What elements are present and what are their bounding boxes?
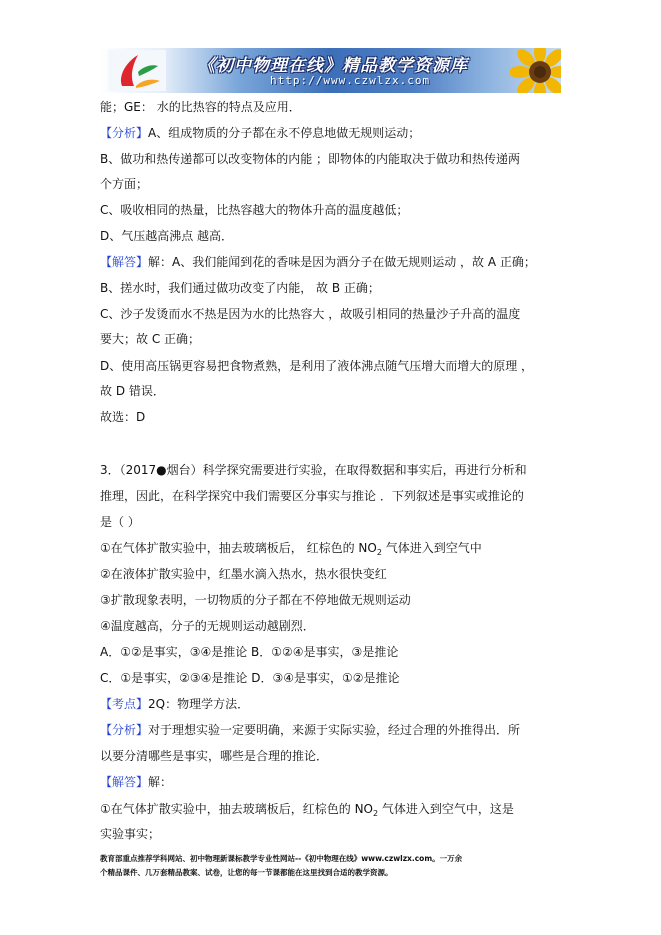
text-line [100, 228, 233, 244]
text-run: C、沙子发烫而水不热是因为水的比热容大 ，故吸引相同的热量沙子升高的温度 [100, 307, 521, 321]
text-run: ③扩散现象表明，一切物质的分子都在不停地做无规则运动 [100, 593, 411, 607]
text-line [100, 383, 165, 399]
text-run: B、做功和热传递都可以改变物体的内能 ；即物体的内能取决于做功和热传递两 [100, 152, 521, 166]
text-run: 2Q：物理学方法． [148, 697, 250, 711]
text-line [100, 644, 398, 660]
text-line [100, 801, 514, 819]
text-run: ②在液体扩散实验中，红墨水滴入热水，热水很快变红 [100, 567, 387, 581]
section-tag: 【解答】 [100, 255, 149, 269]
site-banner [100, 48, 561, 93]
text-run: ①在气体扩散实验中，抽去玻璃板后，红棕色的 NO [100, 802, 373, 816]
text-run: 能；GE： 水的比热容的特点及应用． [100, 100, 301, 114]
text-run: 故 D 错误． [100, 384, 165, 398]
text-run: 对于理想实验一定要明确，来源于实际实验，经过合理的外推得出．所 [148, 723, 521, 737]
text-line [100, 254, 536, 270]
section-tag: 【分析】 [100, 126, 149, 140]
text-run: C．①是事实，②③④是推论 D．③④是事实，①②是推论 [100, 671, 400, 685]
text-line [100, 696, 249, 712]
text-run: 实验事实； [100, 827, 161, 841]
text-run: 解：A、我们能闻到花的香味是因为酒分子在做无规则运动 ，故 A 正确； [148, 255, 536, 269]
text-line [100, 151, 520, 167]
page-footer [100, 852, 565, 880]
text-run: D、使用高压锅更容易把食物煮熟，是利用了液体沸点随气压增大而增大的原理 ， [100, 359, 534, 373]
text-run: 个方面； [100, 177, 149, 191]
text-run: 3．（2017●烟台）科学探究需要进行实验，在取得数据和事实后，再进行分析和 [100, 463, 527, 477]
text-line [100, 202, 408, 218]
text-run: 气体进入到空气中 [381, 541, 482, 555]
text-line [100, 618, 315, 634]
text-run: B、搓水时，我们通过做功改变了内能， 故 B 正确； [100, 281, 380, 295]
subscript: 2 [373, 809, 379, 818]
text-line [100, 358, 533, 374]
banner-url: http://www.czwlzx.com [270, 74, 431, 87]
text-line [100, 331, 200, 347]
text-line [100, 774, 172, 790]
text-run: D、气压越高沸点 越高． [100, 229, 234, 243]
text-line [100, 722, 520, 738]
text-line [100, 99, 301, 115]
text-run: C、吸收相同的热量，比热容越大的物体升高的温度越低； [100, 203, 409, 217]
section-tag: 【考点】 [100, 697, 149, 711]
text-line [100, 540, 482, 558]
text-run: A、组成物质的分子都在永不停息地做无规则运动； [148, 126, 421, 140]
text-line [100, 826, 160, 842]
text-run: 推理，因此，在科学探究中我们需要区分事实与推论 ．下列叙述是事实或推论的 [100, 489, 524, 503]
text-line [100, 125, 420, 141]
text-run: 以要分清哪些是事实，哪些是合理的推论． [100, 749, 329, 763]
text-run: A．①②是事实，③④是推论 B．①②④是事实，③是推论 [100, 645, 399, 659]
text-line [100, 409, 145, 425]
text-line [100, 748, 328, 764]
text-run: 是（ ） [100, 515, 140, 529]
text-line [100, 514, 140, 530]
banner-title: 《初中物理在线》精品教学资源库 [198, 56, 468, 76]
text-line [100, 566, 387, 582]
text-run: 故选：D [100, 410, 146, 424]
text-run: ④温度越高，分子的无规则运动越剧烈． [100, 619, 315, 633]
text-line [100, 306, 520, 322]
text-line [100, 176, 148, 192]
text-line [100, 670, 400, 686]
section-tag: 【分析】 [100, 723, 149, 737]
text-line [100, 462, 527, 478]
text-line [100, 592, 411, 608]
footer-line: 教育部重点推荐学科网站、初中物理新课标教学专业性网站--《初中物理在线》www.czwlzx.com。一万余 [100, 854, 463, 863]
text-run: ①在气体扩散实验中，抽去玻璃板后， 红棕色的 NO [100, 541, 377, 555]
text-run: 要大；故 C 正确； [100, 332, 201, 346]
site-logo-icon [108, 50, 166, 91]
section-tag: 【解答】 [100, 775, 149, 789]
text-run: 解： [148, 775, 173, 789]
text-run: 气体进入到空气中，这是 [378, 802, 514, 816]
text-line [100, 488, 524, 504]
footer-line: 个精品课件、几万套精品教案、试卷，让您的每一节课都能在这里找到合适的教学资源。 [100, 868, 393, 877]
subscript: 2 [376, 548, 382, 557]
sunflower-icon [510, 48, 561, 93]
text-line [100, 280, 380, 296]
